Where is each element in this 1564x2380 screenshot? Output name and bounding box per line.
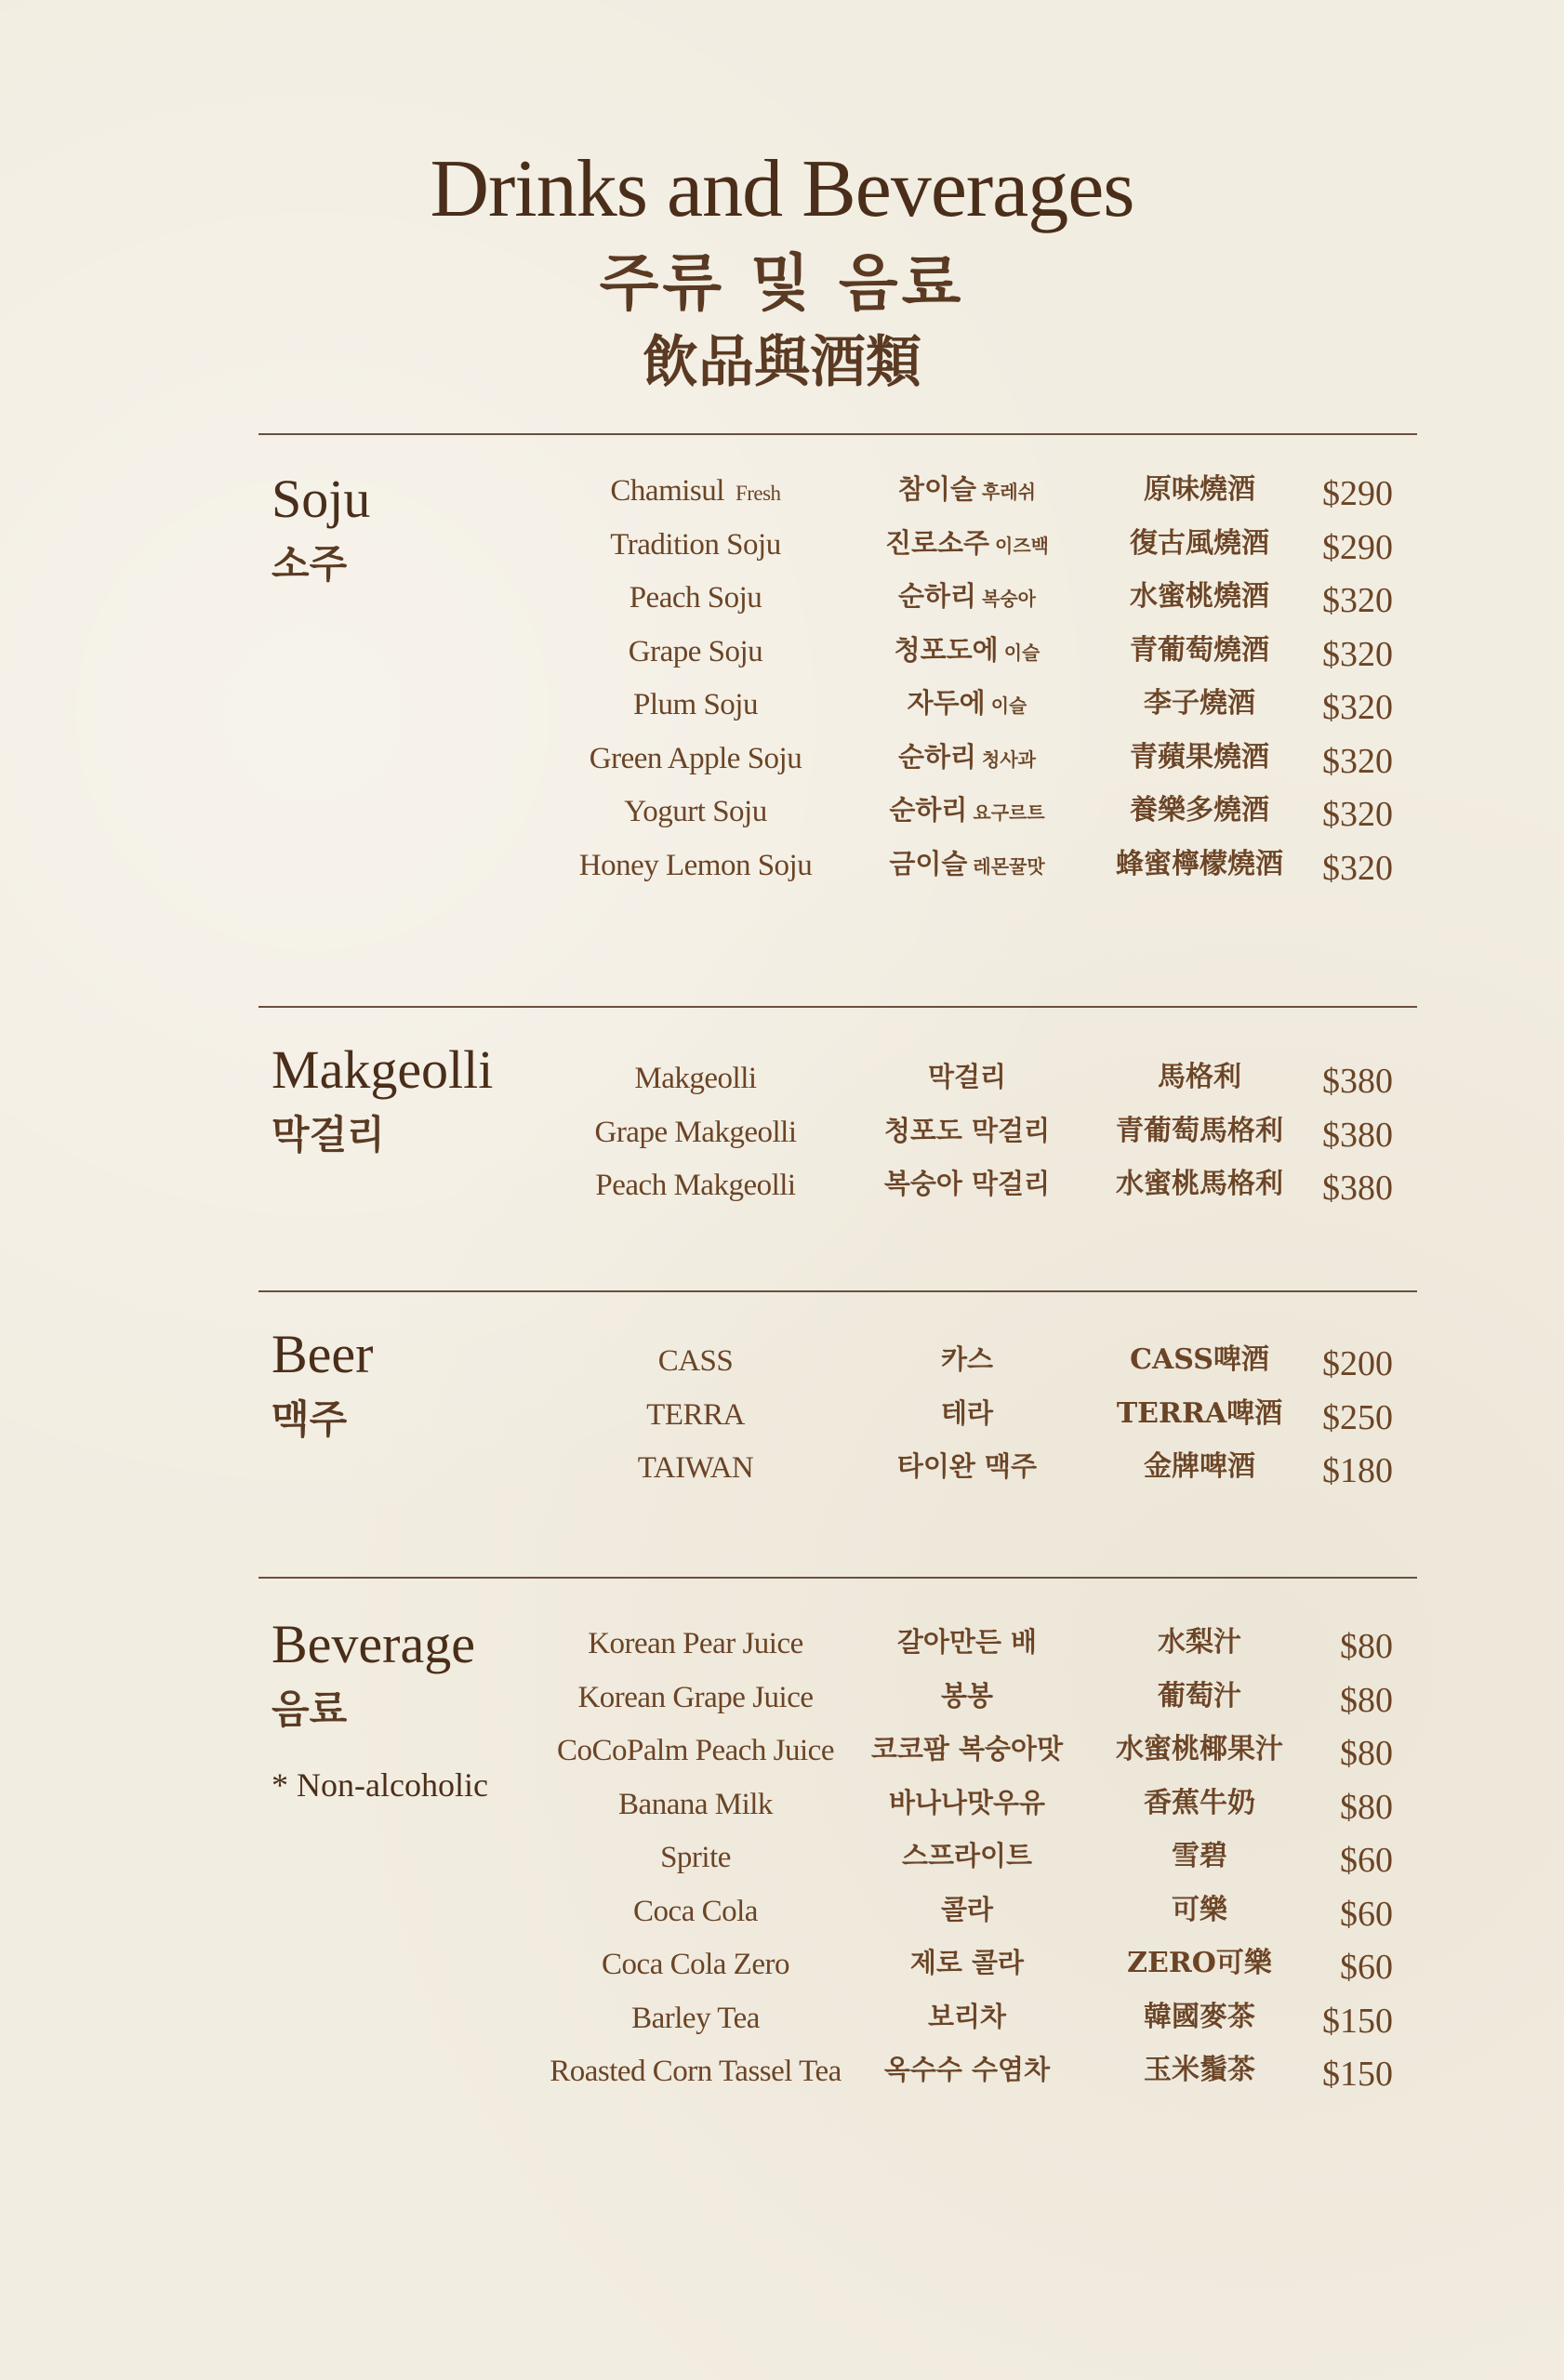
- item-name-korean: [837, 2056, 1097, 2083]
- item-name-korean: [837, 473, 1097, 505]
- menu-item-row: [0, 1733, 1564, 1789]
- item-name-english: [500, 1117, 891, 1148]
- menu-item-row: [0, 794, 1564, 850]
- item-name-korean: [837, 740, 1097, 773]
- item-name-english-main: CASS: [657, 1344, 734, 1378]
- item-price: $80: [1340, 1680, 1393, 1720]
- item-name-korean-main: 갈아만든 배: [896, 1626, 1038, 1658]
- item-name-english-main: Sprite: [660, 1841, 731, 1874]
- menu-item-row: [0, 740, 1564, 797]
- item-name-english-main: Coca Cola: [633, 1894, 758, 1928]
- item-price: $60: [1340, 1894, 1393, 1934]
- item-name-english-main: Roasted Corn Tassel Tea: [550, 2055, 842, 2088]
- item-price: $80: [1340, 1734, 1393, 1773]
- item-price: $150: [1322, 2055, 1393, 2094]
- item-name-chinese: 韓國麥茶: [1144, 2000, 1255, 2033]
- item-name-english: [500, 1843, 891, 1873]
- divider: [258, 1006, 1417, 1008]
- item-name-english-main: Coca Cola Zero: [602, 1948, 789, 1981]
- section-title-korean: 음료: [272, 1686, 348, 1732]
- item-name-chinese: 水梨汁: [1158, 1626, 1241, 1659]
- item-name-korean: [837, 1114, 1097, 1146]
- item-name-korean: [837, 633, 1097, 666]
- section-title-english: Soju: [272, 469, 371, 529]
- item-name-english-main: Barley Tea: [631, 2001, 760, 2035]
- item-name-chinese: 李子燒酒: [1144, 687, 1255, 720]
- item-name-english: [500, 848, 891, 882]
- item-name-english: [500, 1170, 891, 1201]
- item-name-english-main: Chamisul: [610, 474, 724, 508]
- item-price: $60: [1340, 1948, 1393, 1987]
- menu-item-row: [0, 1840, 1564, 1896]
- menu-item-row: [0, 1112, 1564, 1170]
- item-price: $250: [1322, 1397, 1393, 1437]
- item-name-english-sub: Fresh: [735, 482, 781, 505]
- item-price: $320: [1322, 688, 1393, 727]
- item-name-chinese: 可樂: [1172, 1893, 1227, 1926]
- item-name-english: [500, 1453, 891, 1484]
- item-name-korean: [837, 1893, 1097, 1925]
- item-name-korean-main: 청포도 막걸리: [883, 1114, 1051, 1146]
- section-title-korean: 소주: [272, 541, 348, 587]
- item-name-english: [500, 634, 891, 668]
- item-name-english: [500, 583, 891, 614]
- menu-item-row: [0, 2000, 1564, 2056]
- item-name-korean-main: 봉봉: [940, 1679, 994, 1712]
- item-name-korean-main: 순하리: [897, 580, 977, 612]
- item-name-korean: [837, 1343, 1097, 1375]
- item-name-english: [500, 1064, 891, 1094]
- item-price: $380: [1322, 1169, 1393, 1208]
- item-name-korean-main: 참이슬: [897, 473, 977, 505]
- divider: [258, 1290, 1417, 1292]
- item-name-english: [500, 527, 891, 562]
- item-name-chinese: 葡萄汁: [1158, 1679, 1241, 1712]
- item-name-korean-main: 타이완 맥주: [896, 1450, 1038, 1482]
- item-name-english-main: Green Apple Soju: [589, 741, 802, 775]
- item-price: $320: [1322, 795, 1393, 834]
- menu-item-row: [0, 580, 1564, 636]
- item-price: $320: [1322, 634, 1393, 674]
- item-price: $380: [1322, 1062, 1393, 1101]
- item-name-english: [500, 1397, 891, 1432]
- item-name-korean-main: 코코팜 복숭아맛: [870, 1733, 1064, 1765]
- item-name-korean: [837, 1396, 1097, 1429]
- item-name-korean-main: 카스: [940, 1343, 994, 1375]
- item-name-korean: [837, 1170, 1097, 1197]
- item-name-korean-main: 보리차: [927, 2000, 1007, 2032]
- item-name-korean: [837, 1626, 1097, 1658]
- item-name-korean-main: 옥수수 수염차: [883, 2054, 1051, 2085]
- item-name-chinese: 玉米鬚茶: [1144, 2054, 1255, 2086]
- section-note: * Non-alcoholic: [272, 1766, 488, 1804]
- item-name-chinese: TERRA啤酒: [1116, 1396, 1283, 1430]
- item-name-korean-main: 막걸리: [927, 1061, 1007, 1092]
- section-title-korean: 맥주: [272, 1396, 348, 1442]
- item-name-english: [500, 1346, 891, 1377]
- item-name-english-main: Plum Soju: [633, 688, 758, 721]
- item-name-english: [500, 1629, 891, 1659]
- item-name-chinese: 水蜜桃馬格利: [1116, 1168, 1283, 1200]
- menu-title-chinese: 飲品與酒類: [643, 330, 921, 395]
- item-name-english-main: Peach Makgeolli: [595, 1169, 796, 1202]
- menu-item-row: [0, 1893, 1564, 1950]
- item-name-english-main: Banana Milk: [618, 1787, 773, 1821]
- item-name-english: [500, 1894, 891, 1928]
- item-name-english: [500, 741, 891, 775]
- menu-item-row: [0, 1786, 1564, 1843]
- item-name-chinese: 香蕉牛奶: [1144, 1786, 1255, 1819]
- item-name-korean: [837, 1947, 1097, 1978]
- item-name-korean: [837, 794, 1097, 826]
- item-name-korean-main: 바나나맛우유: [888, 1786, 1046, 1818]
- item-price: $320: [1322, 581, 1393, 620]
- item-name-english: [500, 476, 891, 507]
- item-name-korean-main: 제로 콜라: [909, 1947, 1025, 1978]
- item-name-chinese: 金牌啤酒: [1144, 1450, 1255, 1483]
- item-name-english-main: Makgeolli: [634, 1062, 757, 1095]
- item-name-korean-main: 스프라이트: [901, 1840, 1033, 1871]
- item-name-english: [500, 1680, 891, 1714]
- section-title-korean: 막걸리: [272, 1112, 385, 1157]
- item-name-korean: [837, 1679, 1097, 1712]
- item-name-korean-sub: 이슬: [990, 694, 1027, 717]
- item-price: $60: [1340, 1841, 1393, 1880]
- menu-item-row: [0, 847, 1564, 904]
- item-name-korean-sub: 이슬: [1003, 641, 1040, 664]
- item-name-korean-main: 진로소주: [884, 526, 990, 559]
- item-name-korean: [837, 687, 1097, 719]
- item-name-korean-main: 청포도에: [894, 633, 999, 666]
- item-name-korean-sub: 후레쉬: [982, 481, 1036, 503]
- menu-item-row: [0, 2056, 1564, 2109]
- item-price: $320: [1322, 848, 1393, 888]
- item-name-chinese: 養樂多燒酒: [1130, 794, 1269, 826]
- item-name-english-main: Honey Lemon Soju: [578, 848, 813, 882]
- item-price: $320: [1322, 741, 1393, 781]
- item-name-chinese: 雪碧: [1172, 1840, 1227, 1872]
- item-name-english-main: Peach Soju: [629, 581, 762, 615]
- menu-item-row: [0, 1947, 1564, 2003]
- item-name-chinese: 青葡萄馬格利: [1116, 1114, 1283, 1147]
- item-name-chinese: 復古風燒酒: [1130, 526, 1269, 560]
- menu-item-row: [0, 1679, 1564, 1736]
- item-price: $80: [1340, 1627, 1393, 1666]
- item-name-chinese: 原味燒酒: [1144, 473, 1255, 506]
- item-name-english: [500, 1736, 891, 1766]
- menu-item-row: [0, 1626, 1564, 1682]
- item-name-korean: [837, 1450, 1097, 1482]
- section-title-english: Beer: [272, 1324, 374, 1384]
- item-price: $290: [1322, 527, 1393, 567]
- item-name-english-main: Yogurt Soju: [624, 795, 767, 828]
- item-name-korean-main: 복숭아 막걸리: [883, 1168, 1051, 1199]
- item-name-korean-main: 콜라: [940, 1893, 994, 1925]
- item-name-chinese: 青蘋果燒酒: [1130, 740, 1269, 774]
- item-name-chinese: CASS啤酒: [1130, 1343, 1269, 1376]
- item-name-english: [500, 2056, 891, 2087]
- menu-item-row: [0, 1061, 1564, 1117]
- item-name-chinese: 水蜜桃椰果汁: [1116, 1733, 1283, 1765]
- menu-item-row: [0, 1396, 1564, 1453]
- item-name-english-main: Korean Grape Juice: [577, 1680, 814, 1714]
- item-price: $150: [1322, 2001, 1393, 2041]
- item-name-chinese: 水蜜桃燒酒: [1130, 580, 1269, 613]
- item-name-korean: [837, 1840, 1097, 1871]
- menu-item-row: [0, 1450, 1564, 1506]
- item-name-korean-main: 금이슬: [889, 847, 968, 879]
- item-name-korean: [837, 580, 1097, 612]
- menu-item-row: [0, 633, 1564, 690]
- menu-item-row: [0, 687, 1564, 743]
- item-name-korean: [837, 1733, 1097, 1765]
- item-name-korean: [837, 526, 1097, 559]
- divider: [258, 433, 1417, 435]
- item-name-korean-sub: 이즈백: [995, 534, 1050, 557]
- divider: [258, 1577, 1417, 1579]
- item-name-english-main: Korean Pear Juice: [588, 1627, 803, 1660]
- item-name-english-main: Tradition Soju: [610, 527, 781, 562]
- item-name-english-main: Grape Soju: [628, 634, 763, 668]
- menu-item-row: [0, 473, 1564, 529]
- item-name-korean-sub: 복숭아: [982, 588, 1036, 610]
- item-name-korean-main: 테라: [940, 1396, 994, 1429]
- item-name-english-main: Grape Makgeolli: [594, 1115, 797, 1149]
- item-name-korean: [837, 1061, 1097, 1092]
- menu-item-row: [0, 1343, 1564, 1399]
- item-name-english: [500, 1950, 891, 1980]
- item-name-chinese: 蜂蜜檸檬燒酒: [1116, 847, 1283, 880]
- section-title-english: Beverage: [272, 1614, 475, 1674]
- item-price: $290: [1322, 474, 1393, 513]
- item-name-korean-sub: 청사과: [982, 747, 1036, 771]
- item-name-chinese: ZERO可樂: [1127, 1947, 1272, 1979]
- item-name-korean-sub: 요구르트: [973, 801, 1045, 824]
- menu-item-row: [0, 1170, 1564, 1223]
- item-price: $180: [1322, 1451, 1393, 1490]
- item-name-english-main: CoCoPalm Peach Juice: [557, 1734, 834, 1767]
- item-name-english: [500, 797, 891, 827]
- item-price: $380: [1322, 1115, 1393, 1155]
- item-price: $200: [1322, 1344, 1393, 1383]
- item-price: $80: [1340, 1787, 1393, 1827]
- item-name-korean-main: 순하리: [889, 794, 968, 826]
- item-name-english: [500, 2003, 891, 2034]
- menu-title-korean: 주류 및 음료: [599, 247, 965, 319]
- item-name-english: [500, 1787, 891, 1821]
- menu-item-row: [0, 526, 1564, 587]
- item-name-korean: [837, 1786, 1097, 1818]
- item-name-chinese: 馬格利: [1158, 1061, 1241, 1093]
- item-name-english: [500, 690, 891, 721]
- item-name-korean-main: 순하리: [897, 740, 977, 773]
- item-name-korean: [837, 2000, 1097, 2032]
- menu-title-english: Drinks and Beverages: [430, 144, 1134, 234]
- item-name-english-main: TERRA: [646, 1397, 745, 1432]
- item-name-english-main: TAIWAN: [637, 1451, 754, 1485]
- item-name-korean-main: 자두에: [907, 687, 986, 719]
- item-name-chinese: 青葡萄燒酒: [1130, 633, 1269, 667]
- item-name-korean-sub: 레몬꿀맛: [973, 854, 1045, 878]
- section-title-english: Makgeolli: [272, 1039, 494, 1100]
- item-name-korean: [837, 847, 1097, 879]
